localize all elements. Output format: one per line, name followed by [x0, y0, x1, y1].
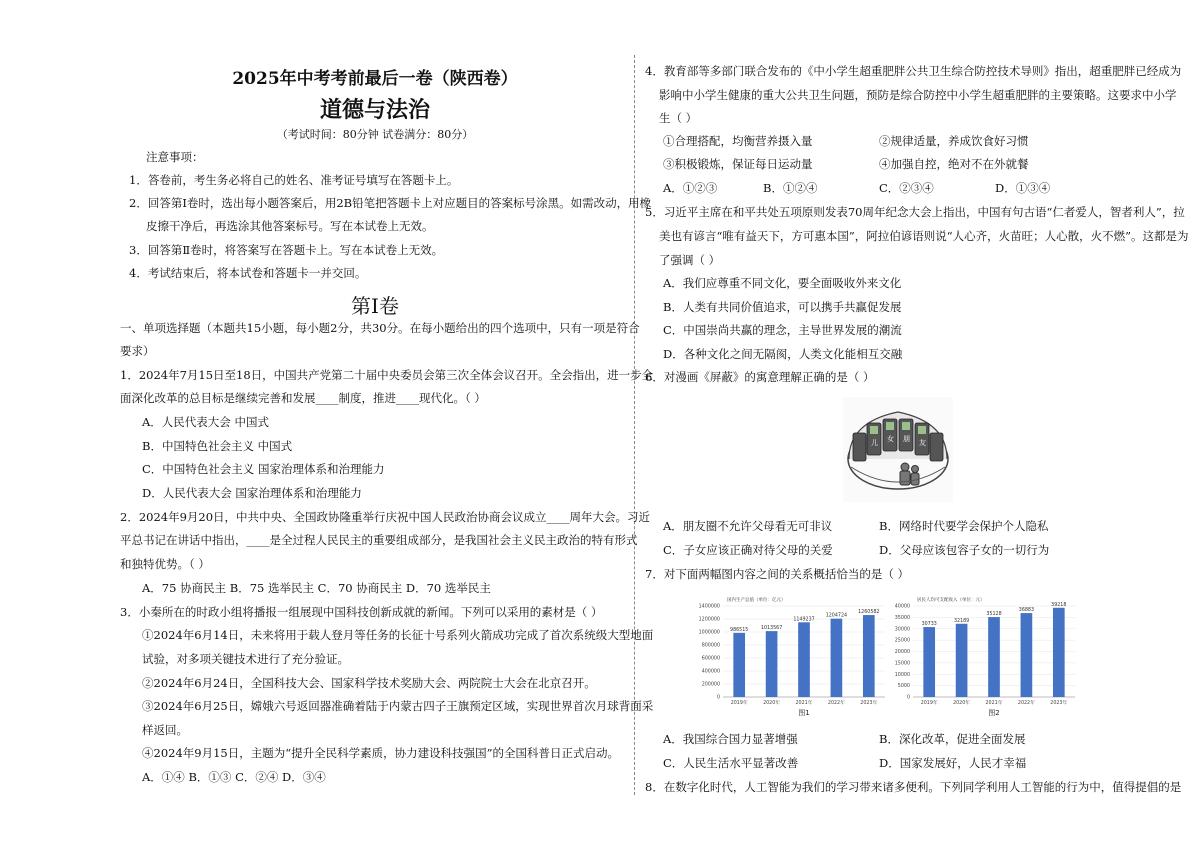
x-tick-label: 2019年 [730, 701, 748, 706]
x-tick-label: 2021年 [985, 701, 1003, 706]
exam-title: 2025年中考考前最后一卷（陕西卷） [232, 69, 518, 89]
bar [798, 622, 810, 697]
option: A．我们应尊重不同文化，要全面吸收外来文化 [663, 276, 902, 290]
option: A．朋友圈不允许父母看无可非议 [663, 519, 833, 533]
y-tick-label: 30000 [894, 627, 910, 633]
question-text: 4．教育部等多部门联合发布的《中小学生超重肥胖公共卫生综合防控技术导则》指出，超重肥胖已经成为 [645, 64, 1182, 78]
section-heading: 一、单项选择题（本题共15小题，每小题2分，共30分。在每小题给出的四个选项中，只有一项是符合 [120, 321, 640, 335]
y-tick-label: 10000 [894, 672, 910, 678]
option: D．人民代表大会 国家治理体系和治理能力 [142, 486, 362, 500]
gdp-bar-chart [685, 592, 895, 722]
y-tick-label: 600000 [701, 656, 720, 662]
exam-info: （考试时间：80分钟 试卷满分：80分） [276, 128, 474, 141]
y-tick-label: 0 [906, 695, 910, 701]
bar [863, 615, 875, 697]
bar [733, 633, 745, 697]
bar [766, 631, 778, 697]
chart-title: 国内生产总值（单位：亿元） [727, 598, 786, 603]
cartoon-char: 友 [919, 439, 926, 447]
x-tick-label: 2020年 [763, 701, 781, 706]
data-label: 1149237 [793, 617, 815, 623]
option: ④加强自控，绝对不在外就餐 [879, 157, 1029, 171]
column-divider [634, 55, 635, 795]
question-text: 美也有谚言“唯有益天下，方可惠本国”，阿拉伯谚语则说“人心齐，火苗旺；人心散，火不燃”。这都是为 [659, 229, 1189, 243]
data-label: 35128 [986, 612, 1002, 618]
y-tick-label: 400000 [701, 669, 720, 675]
option: A．①②③ [663, 181, 718, 195]
cartoon-char: 朋 [903, 435, 910, 443]
data-label: 39218 [1051, 602, 1067, 608]
notice-item: 皮擦干净后，再选涂其他答案标号。写在本试卷上无效。 [146, 219, 434, 233]
notice-item: 4．考试结束后，将本试卷和答题卡一并交回。 [129, 266, 367, 280]
option: A．人民代表大会 中国式 [142, 415, 269, 429]
option-row: A．75 协商民主 B．75 选举民主 C．70 协商民主 D．70 选举民主 [142, 581, 491, 595]
cartoon-char: 儿 [871, 439, 878, 447]
x-tick-label: 2021年 [795, 701, 813, 706]
option: C．中国特色社会主义 国家治理体系和治理能力 [142, 462, 385, 476]
question-text: 生（ ） [659, 111, 698, 125]
x-tick-label: 2019年 [920, 701, 938, 706]
option-row: A．①④ B．①③ C．②④ D．③④ [142, 770, 326, 784]
question-text: 影响中小学生健康的重大公共卫生问题，预防是综合防控中小学生超重肥胖的主要策略。这要求中小学 [659, 88, 1177, 102]
bar [831, 619, 843, 697]
y-tick-label: 200000 [701, 682, 720, 688]
x-tick-label: 2023年 [860, 701, 878, 706]
notice-item: 2．回答第Ⅰ卷时，选出每小题答案后，用2B铅笔把答题卡上对应题目的答案标号涂黑。如需改动，用橡 [129, 196, 652, 210]
data-label: 1260582 [858, 610, 880, 616]
option: B．网络时代要学会保护个人隐私 [879, 519, 1049, 533]
option: D．国家发展好，人民才幸福 [879, 756, 1027, 770]
material-item: ②2024年6月24日，全国科技大会、国家科学技术奖励大会、两院院士大会在北京召开。 [142, 676, 596, 690]
option: B．深化改革，促进全面发展 [879, 732, 1026, 746]
y-tick-label: 25000 [894, 638, 910, 644]
data-label: 1013567 [760, 626, 783, 632]
notice-item: 1．答卷前，考生务必将自己的姓名、准考证号填写在答题卡上。 [129, 173, 459, 187]
question-text: 5．习近平主席在和平共处五项原则发表70周年纪念大会上指出，中国有句古语“仁者爱人，智者利人”，拉 [645, 205, 1185, 219]
option: D．父母应该包容子女的一切行为 [879, 543, 1050, 557]
y-tick-label: 5000 [897, 684, 910, 690]
data-label: 36883 [1018, 608, 1035, 614]
data-label: 32189 [953, 618, 970, 624]
x-tick-label: 2022年 [827, 701, 845, 706]
chart-title: 居民人均可支配收入（单位：元） [917, 598, 985, 603]
question-text: 2．2024年9月20日，中共中央、全国政协隆重举行庆祝中国人民政治协商会议成立____周年大会。习近 [120, 510, 651, 524]
shield-cartoon [843, 397, 953, 502]
bar [1053, 608, 1065, 697]
data-label: 1204724 [825, 613, 848, 619]
notice-item: 3．回答第Ⅱ卷时，将答案写在答题卡上。写在本试卷上无效。 [129, 243, 444, 257]
question-text: 平总书记在讲话中指出，____是全过程人民民主的重要组成部分，是我国社会主义民主政治的特有形式 [120, 533, 638, 547]
option: ③积极锻炼，保证每日运动量 [663, 157, 813, 171]
option: C．子女应该正确对待父母的关爱 [663, 543, 833, 557]
material-item: 试验，对多项关键技术进行了充分验证。 [142, 652, 349, 666]
bar [1021, 613, 1033, 697]
bar [988, 617, 1000, 697]
option: ②规律适量，养成饮食好习惯 [879, 134, 1029, 148]
option: B．中国特色社会主义 中国式 [142, 439, 293, 453]
question-text: 和独特优势。（ ） [120, 557, 210, 571]
x-tick-label: 2020年 [953, 701, 971, 706]
bar [923, 627, 935, 697]
question-text: 7．对下面两幅图内容之间的关系概括恰当的是（ ） [645, 567, 909, 581]
data-label: 30733 [921, 622, 937, 628]
option: A．我国综合国力显著增强 [663, 732, 798, 746]
option: B．人类有共同价值追求，可以携手共赢促发展 [663, 300, 902, 314]
question-text: 8．在数字化时代，人工智能为我们的学习带来诸多便利。下列同学利用人工智能的行为中，值得提倡的是 [645, 780, 1182, 794]
material-item: ①2024年6月14日，未来将用于载人登月等任务的长征十号系列火箭成功完成了首次系统级大型地面 [142, 628, 654, 642]
y-tick-label: 800000 [701, 643, 720, 649]
income-bar-chart [875, 592, 1085, 722]
option: B．①②④ [763, 181, 818, 195]
material-item: 样返回。 [142, 723, 188, 737]
question-text: 了强调（ ） [659, 253, 721, 267]
bar [956, 624, 968, 697]
question-text: 面深化改革的总目标是继续完善和发展____制度，推进____现代化。（ ） [120, 391, 486, 405]
section-heading-cont: 要求） [120, 344, 155, 358]
x-tick-label: 2023年 [1050, 701, 1068, 706]
option: C．人民生活水平显著改善 [663, 756, 799, 770]
x-tick-label: 2022年 [1017, 701, 1035, 706]
data-label: 986515 [730, 627, 749, 633]
material-item: ③2024年6月25日，嫦娥六号返回器准确着陆于内蒙古四子王旗预定区域，实现世界首次月球背面采 [142, 699, 654, 713]
option: C．②③④ [879, 181, 934, 195]
material-item: ④2024年9月15日，主题为“提升全民科学素质，协力建设科技强国”的全国科普日正式启动。 [142, 746, 619, 760]
y-tick-label: 40000 [894, 604, 910, 610]
y-tick-label: 1000000 [698, 630, 720, 636]
y-tick-label: 1200000 [698, 617, 720, 623]
subject-title: 道德与法治 [319, 97, 430, 123]
question-text: 6．对漫画《屏蔽》的寓意理解正确的是（ ） [645, 370, 875, 384]
part-title: 第Ⅰ卷 [351, 294, 399, 318]
option: ①合理搭配，均衡营养摄入量 [663, 134, 813, 148]
notice-heading: 注意事项： [146, 150, 204, 164]
figure-caption: 图2 [988, 709, 1000, 717]
figure-caption: 图1 [798, 709, 810, 717]
y-tick-label: 0 [716, 695, 720, 701]
option: C．中国崇尚共赢的理念，主导世界发展的潮流 [663, 323, 902, 337]
y-tick-label: 15000 [894, 661, 910, 667]
y-tick-label: 35000 [894, 615, 910, 621]
question-text: 3．小秦所在的时政小组将播报一组展现中国科技创新成就的新闻。下列可以采用的素材是（ ） [120, 605, 603, 619]
y-tick-label: 20000 [894, 650, 910, 656]
question-text: 1．2024年7月15日至18日，中国共产党第二十届中央委员会第三次全体会议召开。全会指出，进一步全 [120, 368, 654, 382]
y-tick-label: 1400000 [698, 604, 720, 610]
cartoon-char: 女 [887, 435, 894, 443]
option: D．各种文化之间无隔阂，人类文化能相互交融 [663, 347, 903, 361]
option: D．①③④ [995, 181, 1051, 195]
